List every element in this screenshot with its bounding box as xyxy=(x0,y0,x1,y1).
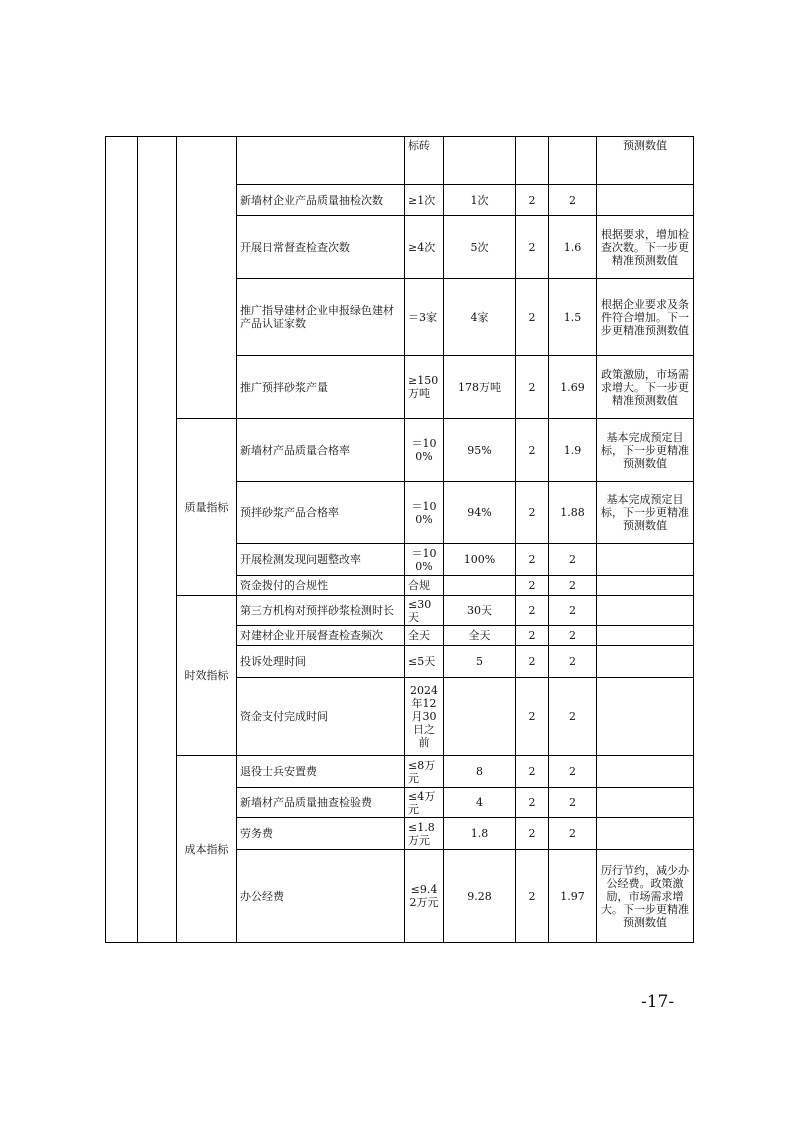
indicator-name: 资金支付完成时间 xyxy=(237,678,405,756)
indicator-table xyxy=(105,136,694,943)
standard-value: ≤5天 xyxy=(405,646,444,678)
standard-value: 全天 xyxy=(405,626,444,646)
standard-value: ＝3家 xyxy=(405,279,444,356)
standard-value: ≤9.42万元 xyxy=(405,850,444,943)
standard-value: 2024年12月30日之前 xyxy=(405,678,444,756)
score-value: 2 xyxy=(549,788,597,818)
note-text: 根据要求，增加检查次数。下一步更精准预测数值 xyxy=(597,216,694,279)
note-text: 基本完成预定目标，下一步更精准预测数值 xyxy=(597,419,694,482)
standard-value: ≥4次 xyxy=(405,216,444,279)
blank-col-2 xyxy=(138,137,177,943)
note-text xyxy=(597,788,694,818)
actual-value xyxy=(444,678,516,756)
actual-value: 4 xyxy=(444,788,516,818)
note-text xyxy=(597,818,694,850)
category-quality: 质量指标 xyxy=(177,419,237,596)
actual-value: 9.28 xyxy=(444,850,516,943)
weight-value: 2 xyxy=(516,818,549,850)
weight-value: 2 xyxy=(516,544,549,576)
standard-value: 标砖 xyxy=(405,137,444,185)
weight-value: 2 xyxy=(516,576,549,596)
weight-value: 2 xyxy=(516,596,549,626)
note-text: 根据企业要求及条件符合增加。下一步更精准预测数值 xyxy=(597,279,694,356)
standard-value: ＝100% xyxy=(405,419,444,482)
standard-value: ≤8万元 xyxy=(405,756,444,788)
actual-value: 4家 xyxy=(444,279,516,356)
weight-value: 2 xyxy=(516,850,549,943)
score-value: 2 xyxy=(549,678,597,756)
actual-value: 5次 xyxy=(444,216,516,279)
actual-value xyxy=(444,576,516,596)
note-text: 政策激励，市场需求增大。下一步更精准预测数值 xyxy=(597,356,694,419)
indicator-name: 办公经费 xyxy=(237,850,405,943)
weight-value xyxy=(516,137,549,185)
indicator-name: 新墙材产品质量抽查检验费 xyxy=(237,788,405,818)
indicator-name: 对建材企业开展督查检查频次 xyxy=(237,626,405,646)
score-value: 2 xyxy=(549,544,597,576)
score-value: 1.6 xyxy=(549,216,597,279)
indicator-name: 开展检测发现问题整改率 xyxy=(237,544,405,576)
weight-value: 2 xyxy=(516,756,549,788)
standard-value: ≤1.8万元 xyxy=(405,818,444,850)
indicator-name: 开展日常督查检查次数 xyxy=(237,216,405,279)
standard-value: ＝100% xyxy=(405,482,444,544)
weight-value: 2 xyxy=(516,216,549,279)
score-value: 1.5 xyxy=(549,279,597,356)
blank-col-1 xyxy=(106,137,138,943)
note-text: 厉行节约，减少办公经费。政策激励，市场需求增大。下一步更精准预测数值 xyxy=(597,850,694,943)
actual-value: 1.8 xyxy=(444,818,516,850)
actual-value: 1次 xyxy=(444,185,516,216)
indicator-name xyxy=(237,137,405,185)
score-value: 2 xyxy=(549,756,597,788)
score-value: 2 xyxy=(549,576,597,596)
standard-value: 合规 xyxy=(405,576,444,596)
actual-value xyxy=(444,137,516,185)
score-value xyxy=(549,137,597,185)
indicator-name: 资金拨付的合规性 xyxy=(237,576,405,596)
standard-value: ≥150万吨 xyxy=(405,356,444,419)
note-text xyxy=(597,756,694,788)
indicator-name: 第三方机构对预拌砂浆检测时长 xyxy=(237,596,405,626)
note-text xyxy=(597,544,694,576)
table-row xyxy=(106,419,694,482)
page-number: -17- xyxy=(641,992,675,1012)
actual-value: 94% xyxy=(444,482,516,544)
score-value: 2 xyxy=(549,626,597,646)
indicator-name: 劳务费 xyxy=(237,818,405,850)
actual-value: 95% xyxy=(444,419,516,482)
weight-value: 2 xyxy=(516,646,549,678)
note-text xyxy=(597,576,694,596)
score-value: 2 xyxy=(549,185,597,216)
indicator-name: 推广指导建材企业申报绿色建材产品认证家数 xyxy=(237,279,405,356)
actual-value: 全天 xyxy=(444,626,516,646)
weight-value: 2 xyxy=(516,356,549,419)
note-text xyxy=(597,646,694,678)
weight-value: 2 xyxy=(516,419,549,482)
weight-value: 2 xyxy=(516,482,549,544)
weight-value: 2 xyxy=(516,788,549,818)
score-value: 2 xyxy=(549,818,597,850)
indicator-name: 新墙材企业产品质量抽检次数 xyxy=(237,185,405,216)
score-value: 1.69 xyxy=(549,356,597,419)
note-text xyxy=(597,626,694,646)
actual-value: 8 xyxy=(444,756,516,788)
note-text: 基本完成预定目标，下一步更精准预测数值 xyxy=(597,482,694,544)
indicator-name: 预拌砂浆产品合格率 xyxy=(237,482,405,544)
note-text xyxy=(597,185,694,216)
indicator-name: 推广预拌砂浆产量 xyxy=(237,356,405,419)
weight-value: 2 xyxy=(516,279,549,356)
score-value: 2 xyxy=(549,596,597,626)
indicator-name: 退役士兵安置费 xyxy=(237,756,405,788)
actual-value: 30天 xyxy=(444,596,516,626)
note-text xyxy=(597,596,694,626)
weight-value: 2 xyxy=(516,185,549,216)
category-cell-continued xyxy=(177,137,237,419)
actual-value: 178万吨 xyxy=(444,356,516,419)
actual-value: 5 xyxy=(444,646,516,678)
weight-value: 2 xyxy=(516,678,549,756)
table-row xyxy=(106,137,694,185)
indicator-table-wrapper xyxy=(105,136,693,943)
table-row xyxy=(106,756,694,788)
category-timeliness: 时效指标 xyxy=(177,596,237,756)
standard-value: ＝100% xyxy=(405,544,444,576)
score-value: 1.97 xyxy=(549,850,597,943)
indicator-name: 投诉处理时间 xyxy=(237,646,405,678)
note-text xyxy=(597,678,694,756)
score-value: 1.9 xyxy=(549,419,597,482)
standard-value: ≤4万元 xyxy=(405,788,444,818)
note-text: 预测数值 xyxy=(597,137,694,185)
standard-value: ≤30天 xyxy=(405,596,444,626)
score-value: 2 xyxy=(549,646,597,678)
score-value: 1.88 xyxy=(549,482,597,544)
table-row xyxy=(106,596,694,626)
indicator-name: 新墙材产品质量合格率 xyxy=(237,419,405,482)
weight-value: 2 xyxy=(516,626,549,646)
actual-value: 100% xyxy=(444,544,516,576)
category-cost: 成本指标 xyxy=(177,756,237,943)
standard-value: ≥1次 xyxy=(405,185,444,216)
